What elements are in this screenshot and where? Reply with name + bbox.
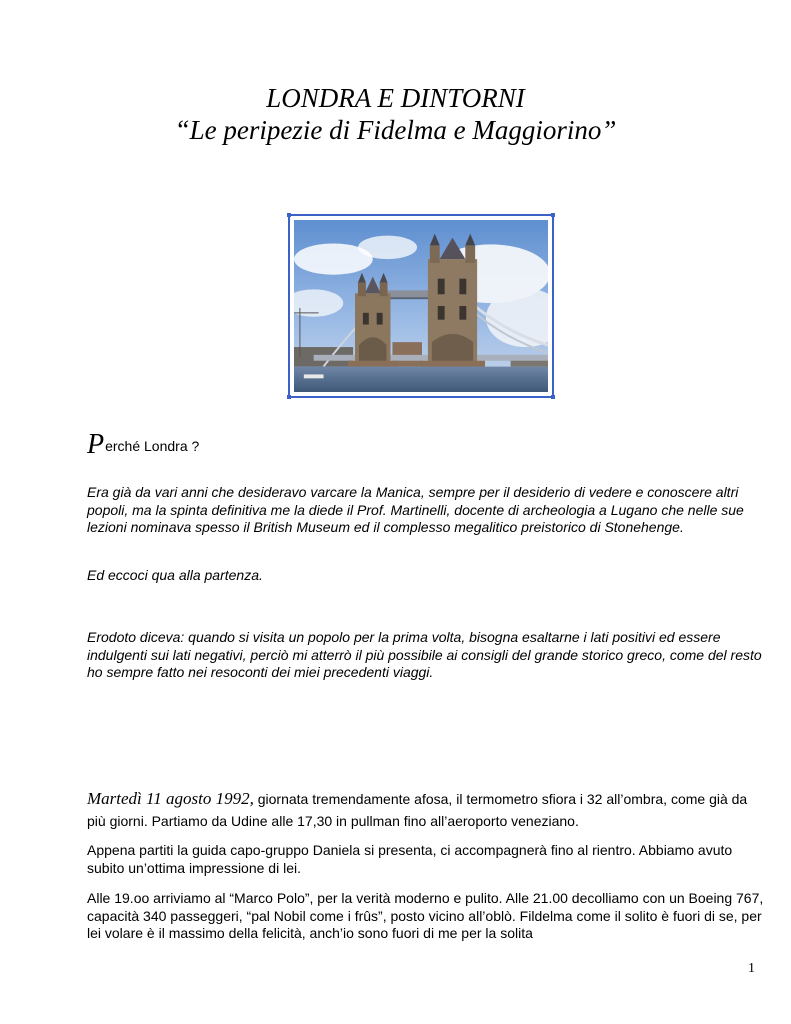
- drop-cap: P: [87, 429, 105, 460]
- section-heading-text: erché Londra ?: [105, 438, 200, 454]
- tower-bridge-photo: [288, 214, 554, 398]
- paragraph-departure: Ed eccoci qua alla partenza.: [87, 567, 263, 583]
- entry-date-text: giornata tremendamente afosa, il termometro sfiora i 32 all’ombra, come già da più giorni. Partiamo da Udine alle 17,30 in pullman fino all’aeroporto veneziano.: [87, 791, 748, 829]
- paragraph-intro: Era già da vari anni che desideravo varcare la Manica, sempre per il desiderio di vedere e conoscere altri popoli, ma la spinta definitiva me la diede il Prof. Martinelli, docente di archeologia a Lugano che nelle sue lezioni nominava spesso il British Museum ed il complesso megalitico preistorico di Stonehenge.: [87, 484, 744, 535]
- section-heading: [87, 430, 199, 461]
- paragraph-guide: Appena partiti la guida capo-gruppo Daniela si presenta, ci accompagnerà fino al rientro. Abbiamo avuto subito un’ottima impressione di lei.: [87, 842, 733, 876]
- page-number: 1: [748, 961, 755, 976]
- entry-date: Martedì 11 agosto 1992,: [87, 789, 254, 808]
- title-line-1: LONDRA E DINTORNI: [266, 83, 525, 113]
- paragraph-flight: Alle 19.oo arriviamo al “Marco Polo”, per la verità moderno e pulito. Alle 21.00 decolliamo con un Boeing 767, capacità 340 passeggeri, “pal Nobil come i frûs”, posto vicino all’oblò. Fildelma come il solito è fuori di se, per lei volare è il massimo della felicità, anch’io sono fuori di me per la solita: [87, 890, 764, 941]
- paragraph-date-entry: [87, 788, 767, 832]
- title-line-2: “Le peripezie di Fidelma e Maggiorino”: [174, 115, 617, 145]
- tower-bridge-illustration: [294, 220, 548, 392]
- paragraph-herodotus: Erodoto diceva: quando si visita un popolo per la prima volta, bisogna esaltarne i lati positivi ed essere indulgenti sui lati negativi, perciò mi atterrò il più possibile ai consigli del grande storico greco, come del resto ho sempre fatto nei resoconti dei miei precedenti viaggi.: [87, 629, 762, 680]
